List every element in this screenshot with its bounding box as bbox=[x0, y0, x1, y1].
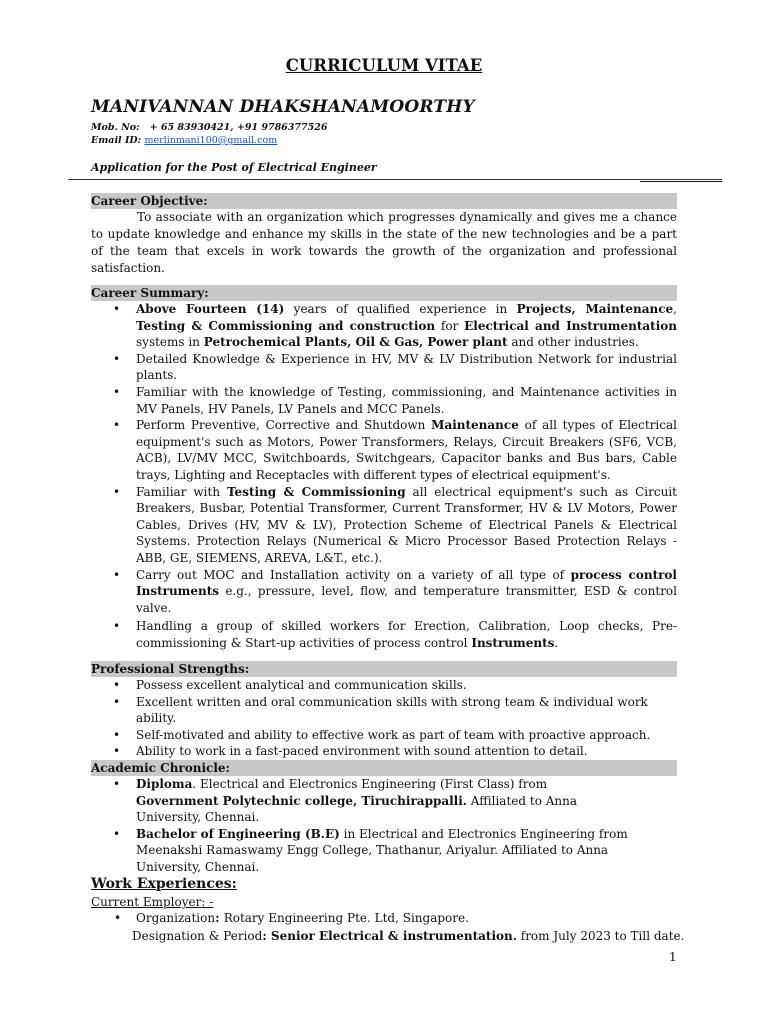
list-item: • Handling a group of skilled workers for Erection, Calibration, Loop checks, Pre-commissioning & Start-up activities of process control Instruments. bbox=[91, 618, 677, 651]
professional-strengths-section bbox=[91, 661, 677, 760]
academic-section bbox=[91, 760, 677, 876]
list-item: • Above Fourteen (14) years of qualified experience in Projects, Maintenance, Testing & Commissioning and construction for Electrical and Instrumentation systems in Petrochemical Plants, Oil & Gas, Power plant and other industries. bbox=[91, 301, 677, 351]
career-objective-section bbox=[91, 193, 677, 277]
list-item: • Familiar with the knowledge of Testing, commissioning, and Maintenance activities in MV Panels, HV Panels, LV Panels and MCC Panels. bbox=[91, 384, 677, 417]
organization-line: • Organization: Rotary Engineering Pte. Ltd, Singapore. bbox=[136, 910, 469, 927]
designation-line: Designation & Period: Senior Electrical & instrumentation. from July 2023 to Till date. bbox=[132, 929, 685, 943]
mobile-label: Mob. No: bbox=[91, 122, 140, 133]
list-item: • Perform Preventive, Corrective and Shutdown Maintenance of all types of Electrical equipment's such as Motors, Power Transformers, Relays, Circuit Breakers (SF6, VCB, ACB), LV/MV MCC, Switchboards, Switchgears, Capacitor banks and Bus bars, Cable trays, Lighting and Receptacles with different types of electrical equipment's. bbox=[91, 417, 677, 483]
list-item: • Detailed Knowledge & Experience in HV, MV & LV Distribution Network for industrial plants. bbox=[91, 351, 677, 384]
list-item: • Bachelor of Engineering (B.E) in Electrical and Electronics Engineering from Meenakshi Ramaswamy Engg College, Thathanur, Ariyalur. Affiliated to Anna University, Chennai. bbox=[91, 826, 677, 876]
list-item: • Excellent written and oral communication skills with strong team & individual work ability. bbox=[91, 694, 677, 727]
email-label: Email ID: bbox=[91, 135, 142, 146]
mobile-value: + 65 83930421, +91 9786377526 bbox=[149, 122, 328, 133]
list-item: • Diploma. Electrical and Electronics Engineering (First Class) from Government Polytechnic college, Tiruchirappalli. Affiliated to Anna University, Chennai. bbox=[91, 776, 677, 826]
work-experiences-heading: Work Experiences: bbox=[91, 876, 237, 892]
strengths-list bbox=[91, 677, 677, 760]
current-employer-label: Current Employer: - bbox=[91, 895, 214, 909]
professional-strengths-heading: Professional Strengths: bbox=[91, 661, 677, 677]
list-item: • Ability to work in a fast-paced environment with sound attention to detail. bbox=[91, 743, 677, 760]
list-item: • Carry out MOC and Installation activity on a variety of all type of process control Instruments e.g., pressure, level, flow, and temperature transmitter, ESD & control valve. bbox=[91, 567, 677, 617]
mobile-line bbox=[91, 122, 327, 133]
header-divider bbox=[68, 179, 722, 180]
header-divider-accent bbox=[640, 181, 722, 182]
career-objective-heading: Career Objective: bbox=[91, 193, 677, 209]
page-number: 1 bbox=[669, 950, 677, 964]
application-line: Application for the Post of Electrical Engineer bbox=[91, 161, 377, 174]
email-line bbox=[91, 135, 277, 146]
email-link[interactable]: merlinmani100@gmail.com bbox=[144, 135, 278, 146]
career-summary-section bbox=[91, 285, 677, 651]
career-summary-heading: Career Summary: bbox=[91, 285, 677, 301]
list-item: • Possess excellent analytical and communication skills. bbox=[91, 677, 677, 694]
document-title: CURRICULUM VITAE bbox=[285, 56, 483, 75]
career-summary-list bbox=[91, 301, 677, 651]
candidate-name: MANIVANNAN DHAKSHANAMOORTHY bbox=[91, 97, 475, 117]
academic-list bbox=[91, 776, 677, 876]
list-item: • Self-motivated and ability to effective work as part of team with proactive approach. bbox=[91, 727, 677, 744]
academic-heading: Academic Chronicle: bbox=[91, 760, 677, 776]
career-objective-text: To associate with an organization which progresses dynamically and gives me a chance to update knowledge and enhance my skills in the state of the new technologies and be a part of the team that excels in work towards the growth of the organization and professional satisfaction. bbox=[91, 210, 677, 275]
list-item: • Familiar with Testing & Commissioning all electrical equipment's such as Circuit Breakers, Busbar, Potential Transformer, Current Transformer, HV & LV Motors, Power Cables, Drives (HV, MV & LV), Protection Scheme of Electrical Panels & Electrical Systems. Protection Relays (Numerical & Micro Processor Based Protection Relays - ABB, GE, SIEMENS, AREVA, L&T., etc.). bbox=[91, 484, 677, 567]
